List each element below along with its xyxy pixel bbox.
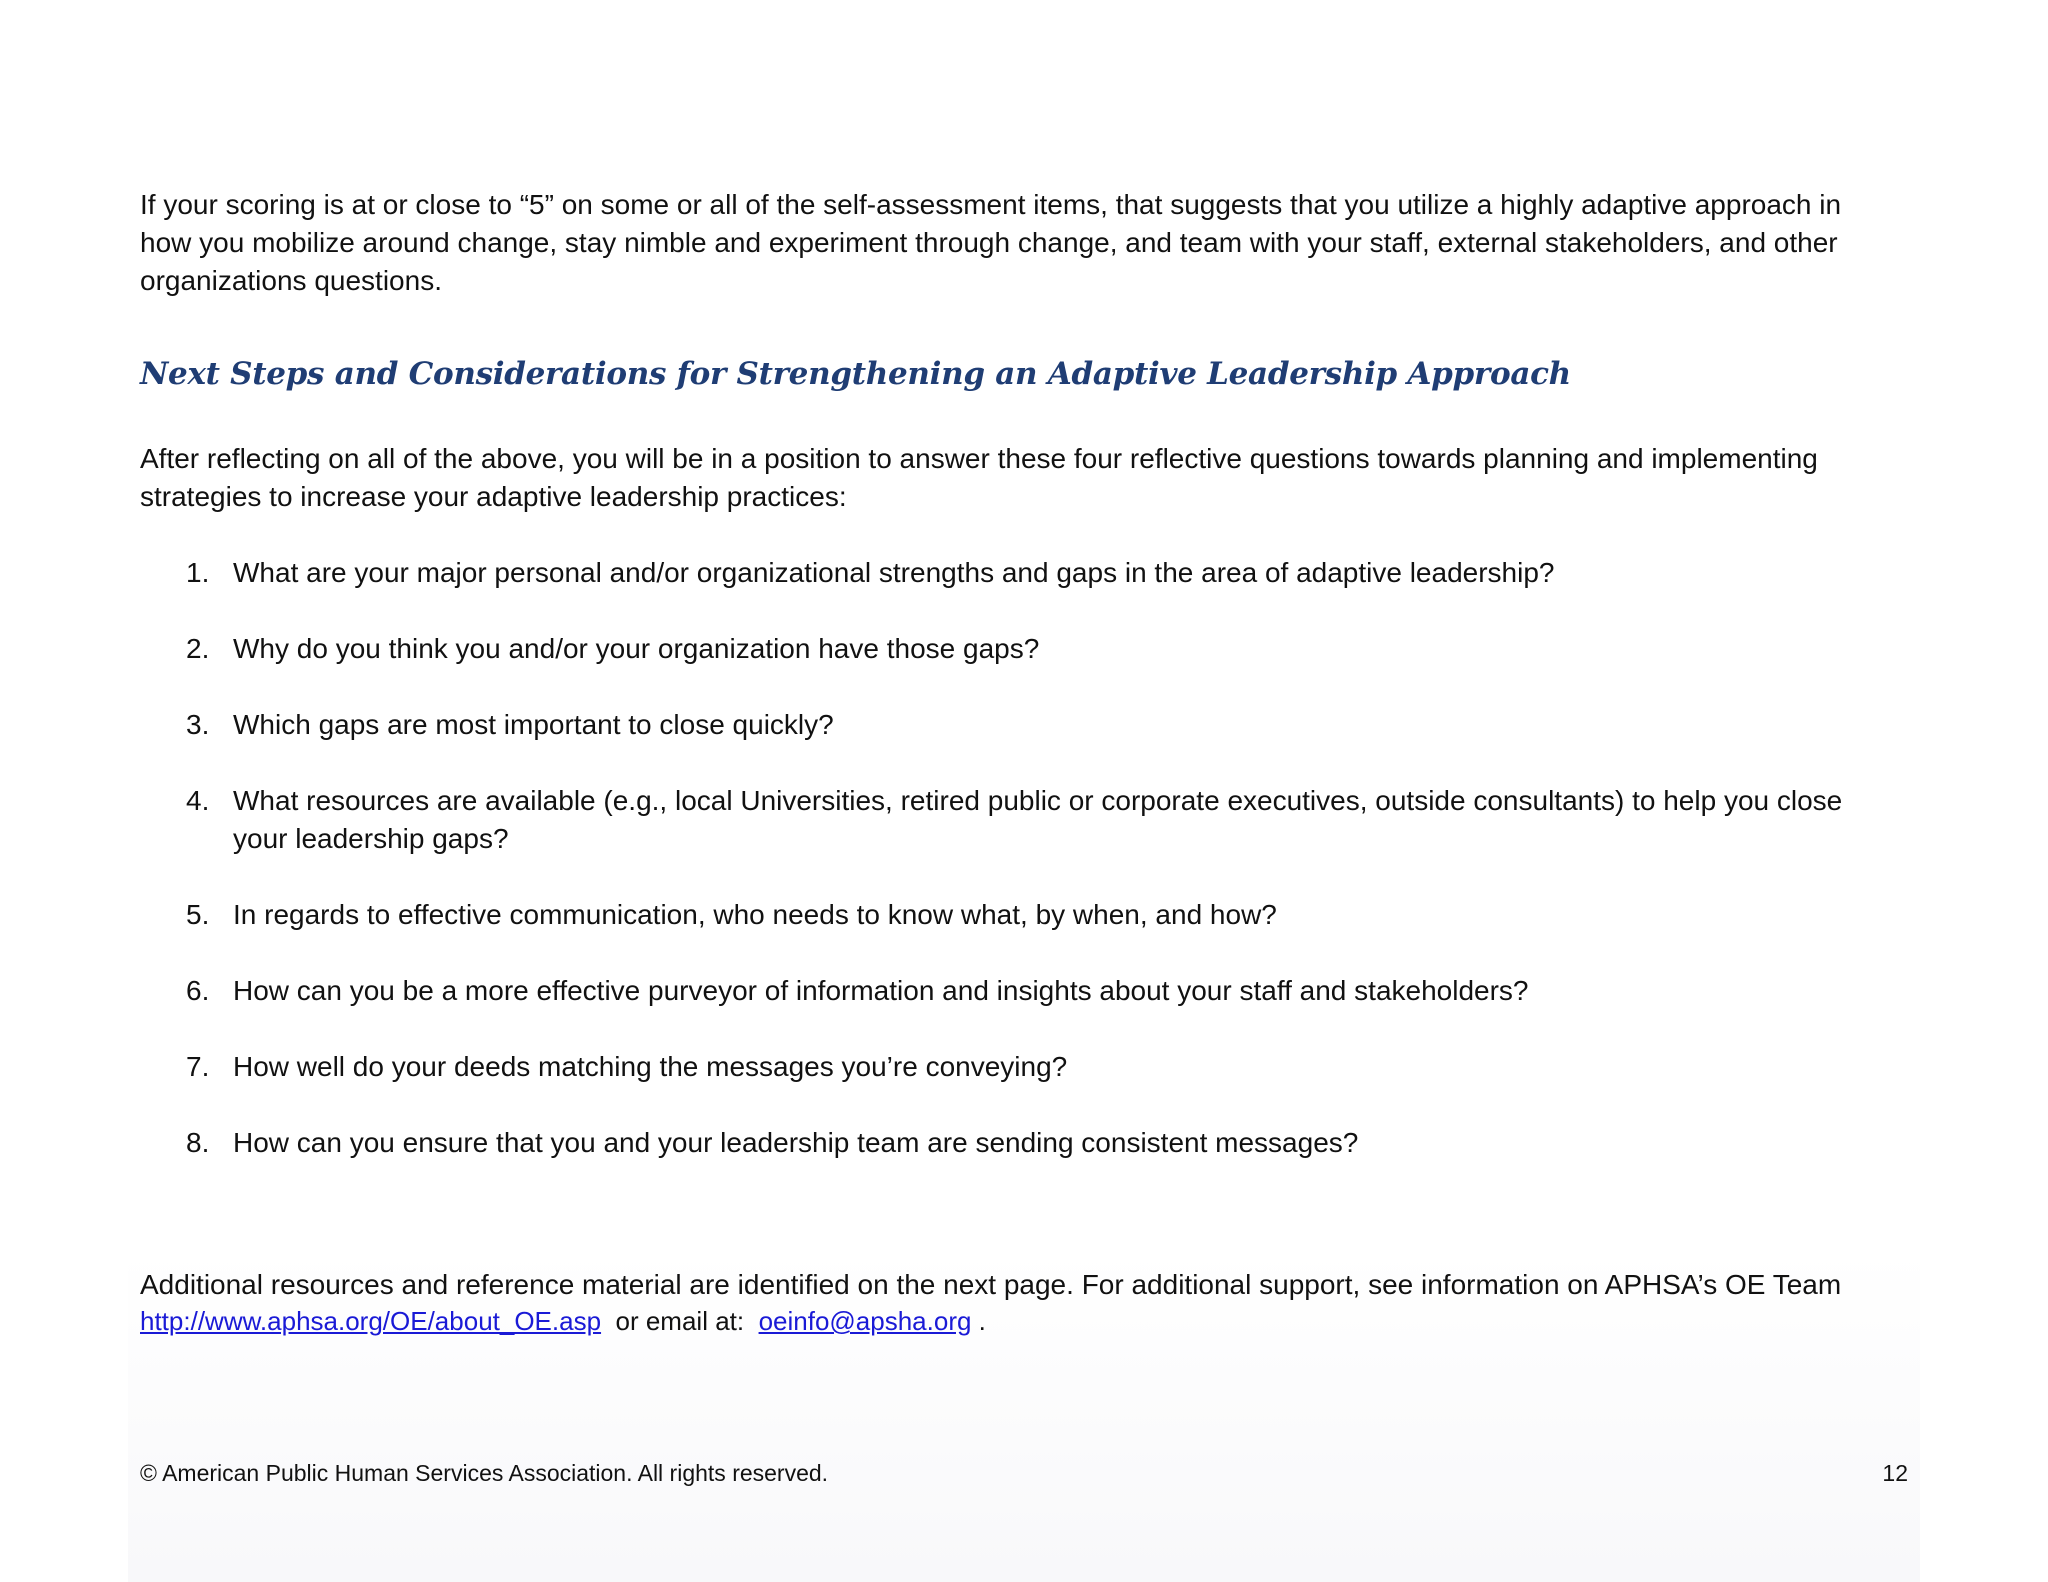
question-item xyxy=(140,554,1900,592)
resources-text: Additional resources and reference material are identified on the next page. For additional support, see information on APHSA’s OE Team xyxy=(140,1269,1842,1300)
page-footer xyxy=(140,1458,1908,1488)
question-number: 8. xyxy=(186,1127,210,1158)
question-number: 1. xyxy=(186,557,210,588)
question-text: Why do you think you and/or your organization have those gaps? xyxy=(233,633,1040,664)
question-text: In regards to effective communication, who needs to know what, by when, and how? xyxy=(233,899,1277,930)
question-item xyxy=(140,896,1900,934)
lead-paragraph: After reflecting on all of the above, you will be in a position to answer these four reflective questions towards planning and implementing strategies to increase your adaptive leadership practices: xyxy=(140,443,1818,512)
question-item xyxy=(140,972,1900,1010)
email-link[interactable]: oeinfo@apsha.org xyxy=(758,1306,972,1336)
question-text: Which gaps are most important to close quickly? xyxy=(233,709,834,740)
question-item xyxy=(140,1124,1900,1162)
question-number: 4. xyxy=(186,785,210,816)
oe-team-link[interactable]: http://www.aphsa.org/OE/about_OE.asp xyxy=(140,1306,602,1336)
question-number: 5. xyxy=(186,899,210,930)
section-heading: Next Steps and Considerations for Strengthening an Adaptive Leadership Approach xyxy=(140,356,1571,392)
intro-paragraph: If your scoring is at or close to “5” on some or all of the self-assessment items, that suggests that you utilize a highly adaptive approach in how you mobilize around change, stay nimble and experiment through change, and team with your staff, external stakeholders, and other organizations questions. xyxy=(140,189,1842,296)
page-number: 12 xyxy=(1882,1460,1908,1486)
question-number: 7. xyxy=(186,1051,210,1082)
question-list xyxy=(140,554,1900,1162)
question-text: What are your major personal and/or organizational strengths and gaps in the area of adaptive leadership? xyxy=(233,557,1555,588)
question-number: 6. xyxy=(186,975,210,1006)
question-text: How can you ensure that you and your leadership team are sending consistent messages? xyxy=(233,1127,1359,1158)
email-prefix: or email at: xyxy=(615,1306,745,1336)
question-text: How well do your deeds matching the messages you’re conveying? xyxy=(233,1051,1068,1082)
question-text: How can you be a more effective purveyor of information and insights about your staff and stakeholders? xyxy=(233,975,1529,1006)
question-item xyxy=(140,630,1900,668)
question-item xyxy=(140,706,1900,744)
copyright-text: © American Public Human Services Association. All rights reserved. xyxy=(140,1460,829,1486)
question-number: 3. xyxy=(186,709,210,740)
page-content xyxy=(140,186,1900,1338)
resources-block xyxy=(140,1266,1900,1338)
resources-suffix: . xyxy=(978,1306,986,1336)
resources-links-line xyxy=(140,1304,1900,1338)
question-text: What resources are available (e.g., local Universities, retired public or corporate executives, outside consultants) to help you close your leadership gaps? xyxy=(233,785,1843,854)
question-item xyxy=(140,1048,1900,1086)
question-number: 2. xyxy=(186,633,210,664)
question-item xyxy=(140,782,1900,858)
